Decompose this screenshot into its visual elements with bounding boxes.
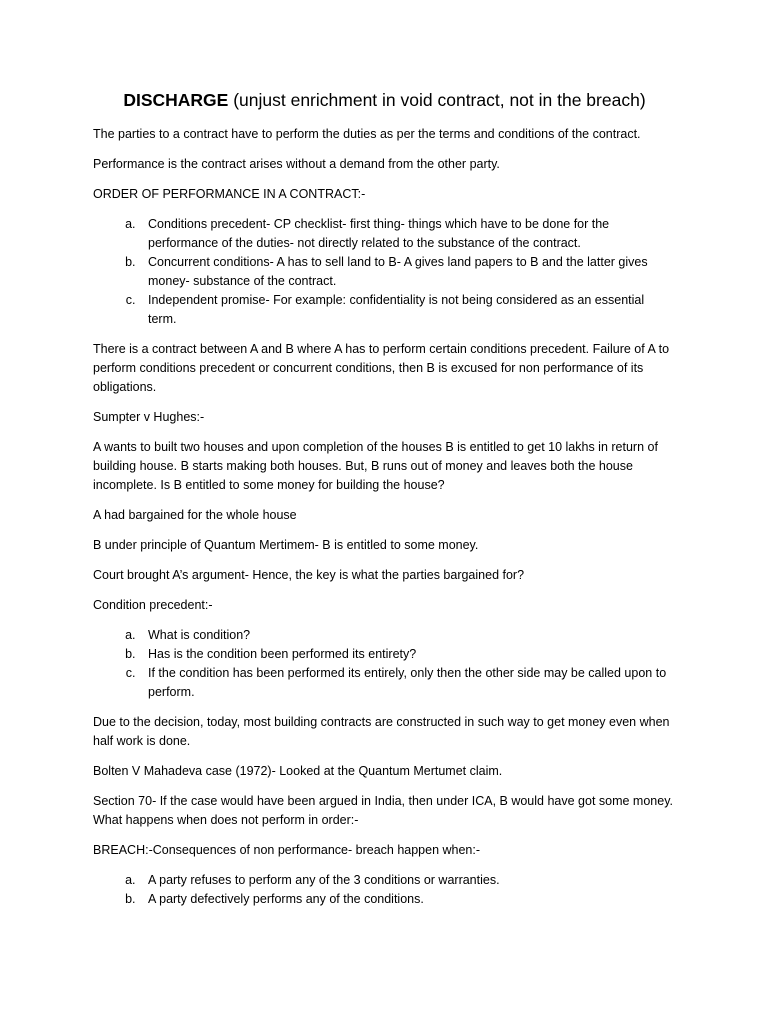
list-item: c. If the condition has been performed its entirely, only then the other side may be called upon to perform. xyxy=(139,664,676,702)
heading-sumpter-v-hughes: Sumpter v Hughes:- xyxy=(93,410,205,424)
paragraph-contract-a-b: There is a contract between A and B where A has to perform certain conditions precedent. Failure of A to perform conditions precedent or concurrent conditions, then B is excused for non performance of its obligations. xyxy=(93,342,670,394)
title-bold: DISCHARGE xyxy=(123,90,229,110)
paragraph-performance: Performance is the contract arises without a demand from the other party. xyxy=(93,157,500,171)
paragraph-quantum-meruit: B under principle of Quantum Mertimem- B is entitled to some money. xyxy=(93,538,479,552)
paragraph-building-contracts: Due to the decision, today, most building contracts are constructed in such way to get money even when half work is done. xyxy=(93,715,670,748)
paragraph-bargained-whole: A had bargained for the whole house xyxy=(93,508,297,522)
paragraph-parties-duties: The parties to a contract have to perform the duties as per the terms and conditions of the contract. xyxy=(93,127,641,141)
heading-breach: BREACH:-Consequences of non performance- breach happen when:- xyxy=(93,843,481,857)
title-subtitle: (unjust enrichment in void contract, not in the breach) xyxy=(228,90,646,110)
list-item: b. Has is the condition been performed its entirety? xyxy=(139,645,676,664)
list-item: c. Independent promise- For example: confidentiality is not being considered as an essential term. xyxy=(139,291,676,329)
order-of-performance-list xyxy=(93,215,676,329)
breach-list xyxy=(93,871,676,909)
paragraph-bolten-case: Bolten V Mahadeva case (1972)- Looked at the Quantum Mertumet claim. xyxy=(93,764,503,778)
list-item: b. Concurrent conditions- A has to sell land to B- A gives land papers to B and the latter gives money- substance of the contract. xyxy=(139,253,676,291)
list-item: a. A party refuses to perform any of the 3 conditions or warranties. xyxy=(139,871,676,890)
page-title xyxy=(93,88,676,112)
paragraph-section-70: Section 70- If the case would have been argued in India, then under ICA, B would have got some money. What happens when does not perform in order:- xyxy=(93,794,673,827)
list-item: b. A party defectively performs any of the conditions. xyxy=(139,890,676,909)
condition-precedent-list xyxy=(93,626,676,702)
paragraph-two-houses: A wants to built two houses and upon completion of the houses B is entitled to get 10 lakhs in return of building house. B starts making both houses. But, B runs out of money and leaves both the house incomplete. Is B entitled to some money for building the house? xyxy=(93,440,658,492)
paragraph-court-argument: Court brought A’s argument- Hence, the key is what the parties bargained for? xyxy=(93,568,525,582)
heading-condition-precedent: Condition precedent:- xyxy=(93,598,213,612)
list-item: a. Conditions precedent- CP checklist- first thing- things which have to be done for the performance of the duties- not directly related to the substance of the contract. xyxy=(139,215,676,253)
list-item: a. What is condition? xyxy=(139,626,676,645)
heading-order-of-performance: ORDER OF PERFORMANCE IN A CONTRACT:- xyxy=(93,187,366,201)
